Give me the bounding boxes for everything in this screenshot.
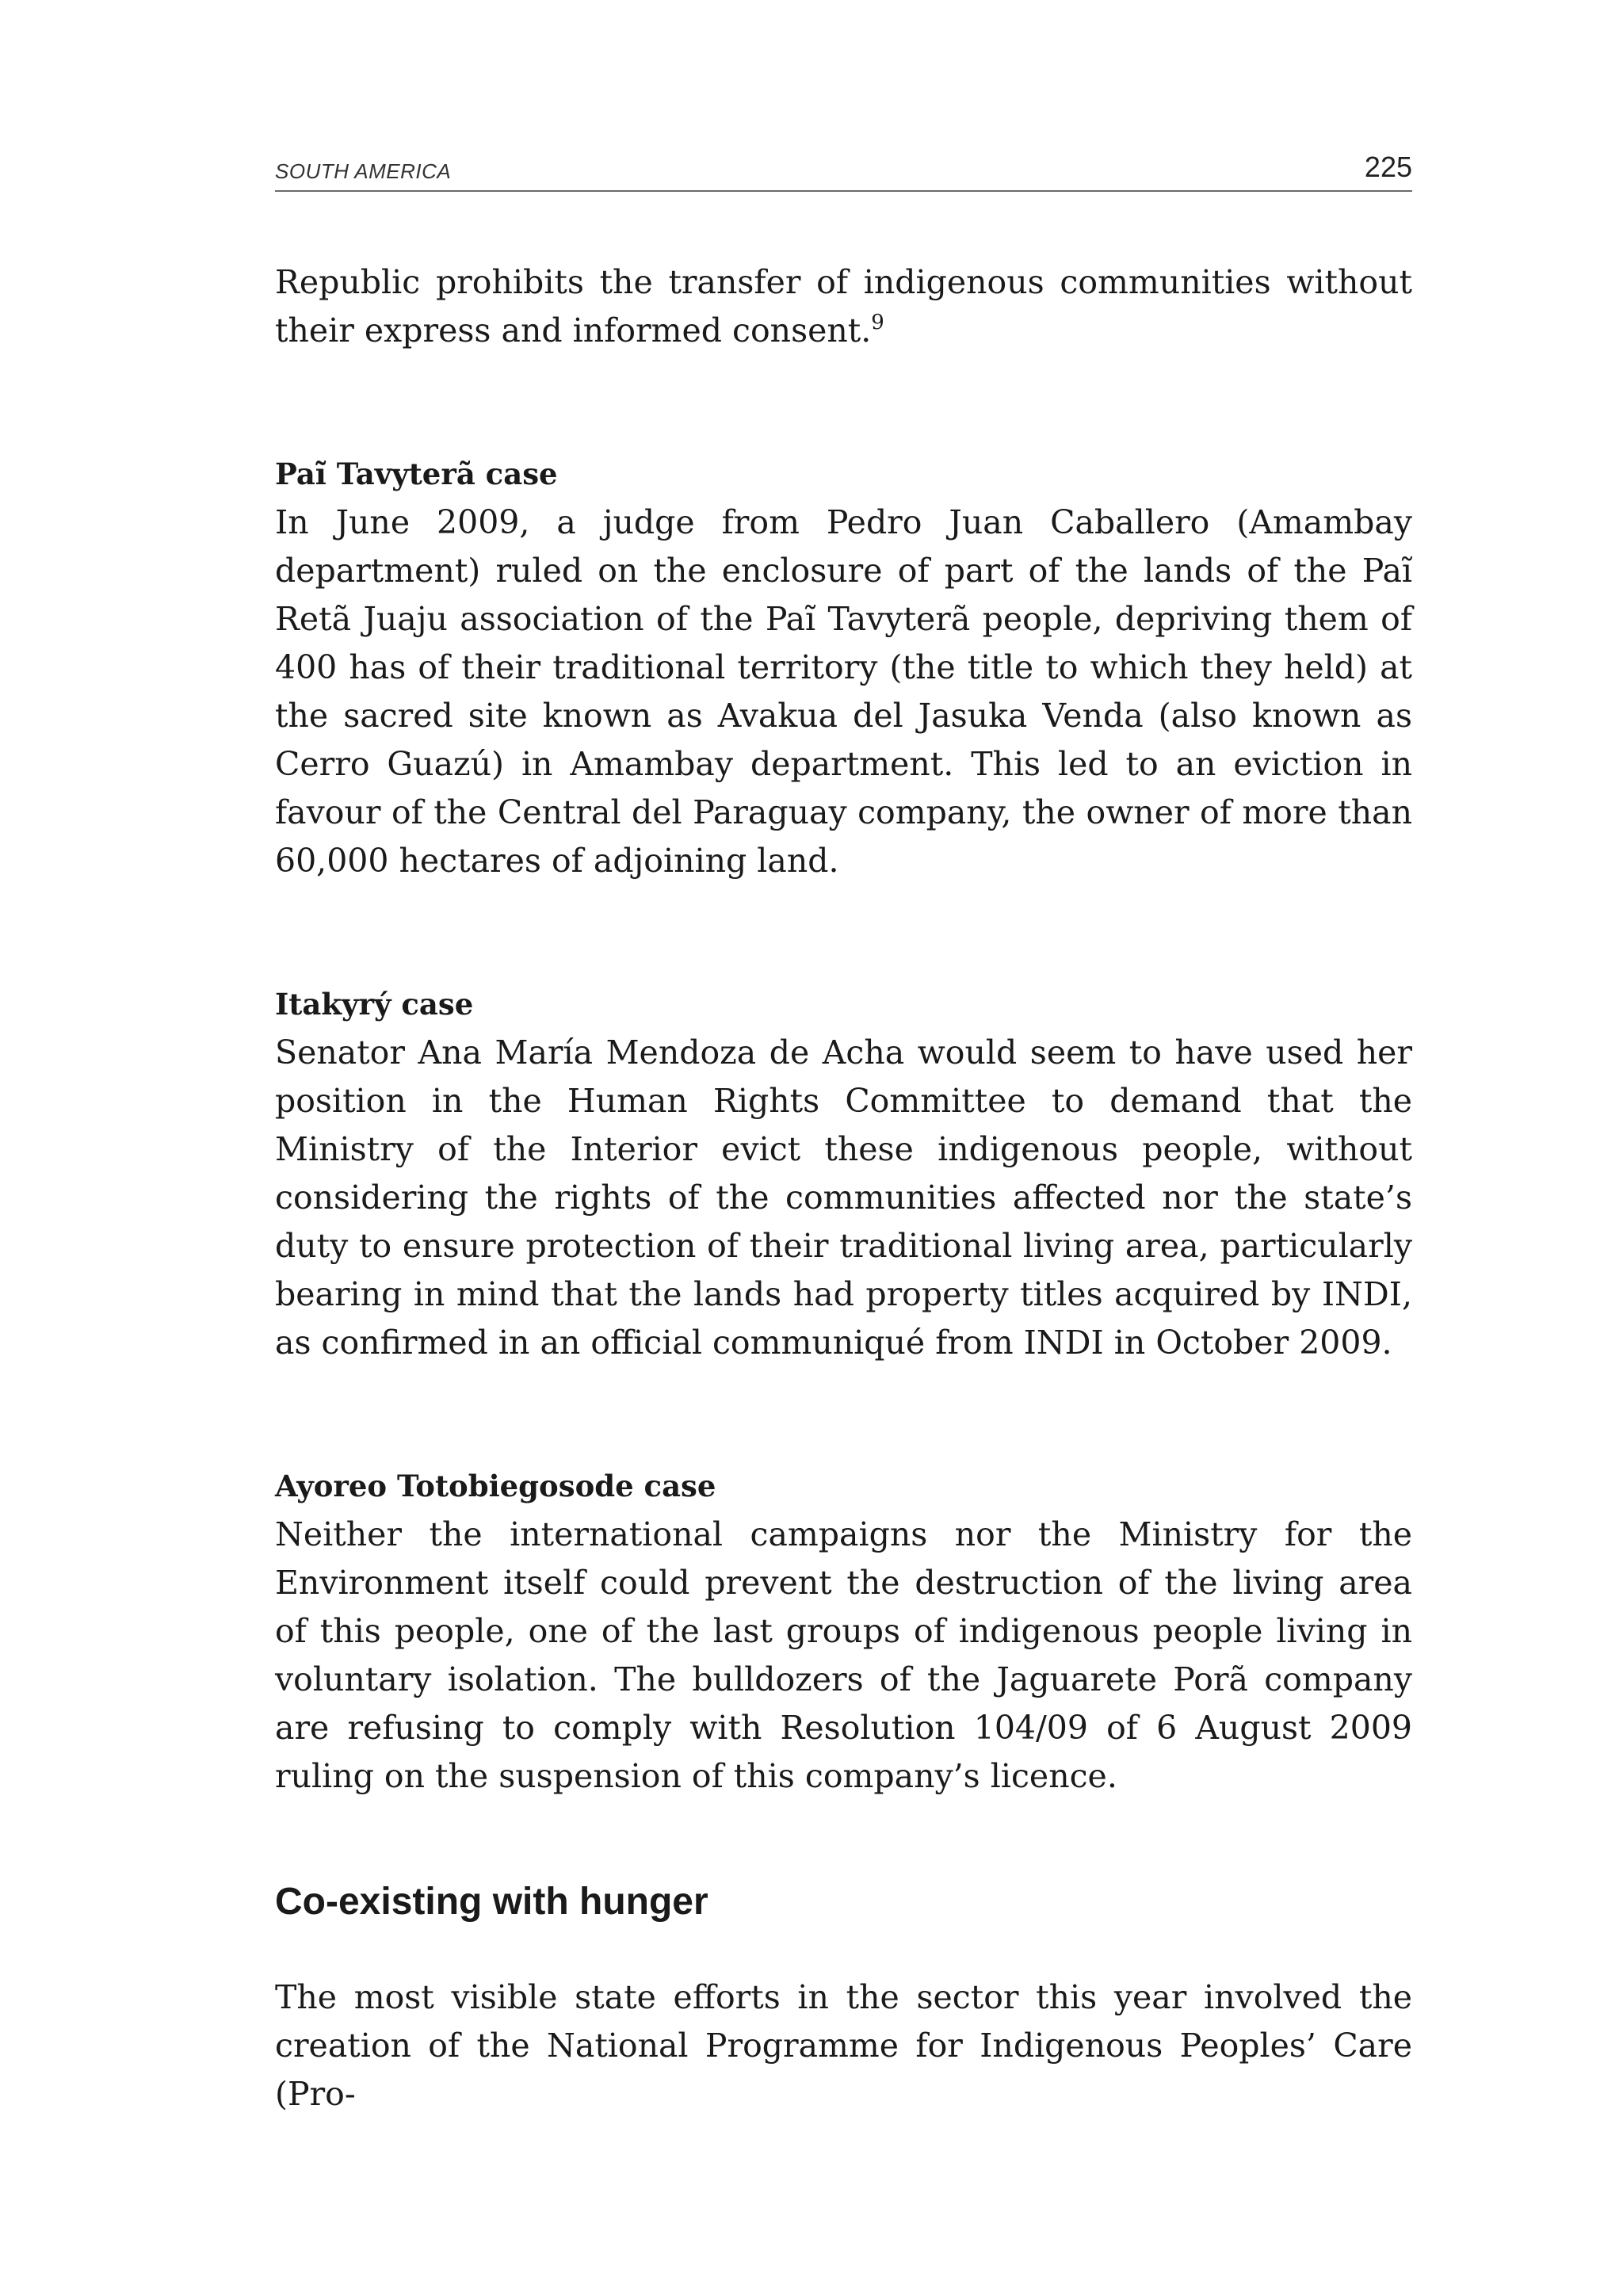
section-paragraph-hunger: The most visible state efforts in the sector this year involved the creation of the National Programme for Indigenous Peoples’ Care (Pro- xyxy=(275,1978,1412,2113)
intro-paragraph xyxy=(275,258,1412,355)
section-title-coexisting-with-hunger: Co-existing with hunger xyxy=(275,1881,708,1923)
running-header-section: SOUTH AMERICA xyxy=(275,159,452,183)
case-heading-itakyry: Itakyrý case xyxy=(275,987,474,1022)
footnote-reference: 9 xyxy=(871,311,884,334)
case-heading-pai-tavytera: Paĩ Tavyterã case xyxy=(275,457,558,491)
case-paragraph-itakyry: Senator Ana María Mendoza de Acha would seem to have used her position in the Human Rights Committee to demand that the Ministry of the Interior evict these indigenous people, without considering the rights of the communities affected nor the state’s duty to ensure protection of their traditional living area, particularly bearing in mind that the lands had property titles acquired by INDI, as confirmed in an official communiqué from INDI in October 2009. xyxy=(275,1033,1412,1362)
case-heading-ayoreo-totobiegosode: Ayoreo Totobiegosode case xyxy=(275,1469,716,1503)
running-header xyxy=(275,151,1412,192)
intro-text: Republic prohibits the transfer of indigenous communities without their express and informed consent. xyxy=(275,263,1412,350)
case-paragraph-ayoreo-totobiegosode: Neither the international campaigns nor the Ministry for the Environment itself could prevent the destruction of the living area of this people, one of the last groups of indigenous people living in voluntary isolation. The bulldozers of the Jaguarete Porã company are refusing to comply with Resolution 104/09 of 6 August 2009 ruling on the suspension of this company’s licence. xyxy=(275,1515,1412,1795)
document-page xyxy=(275,151,1412,2118)
case-paragraph-pai-tavytera: In June 2009, a judge from Pedro Juan Caballero (Amambay department) ruled on the enclosure of part of the lands of the Paĩ Retã Juaju association of the Paĩ Tavyterã people, depriving them of 400 has of their traditional territory (the title to which they held) at the sacred site known as Avakua del Jasuka Venda (also known as Cerro Guazú) in Amambay department. This led to an eviction in favour of the Central del Paraguay company, the owner of more than 60,000 hectares of adjoining land. xyxy=(275,503,1412,880)
page-number: 225 xyxy=(1364,151,1412,183)
